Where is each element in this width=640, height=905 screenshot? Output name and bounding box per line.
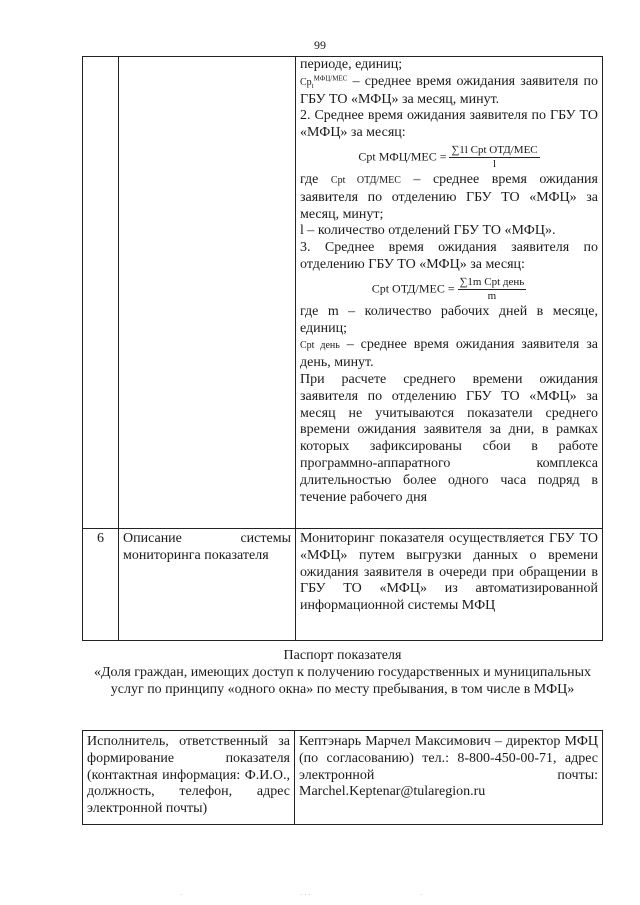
executor-table [82,730,603,825]
cell-formula-description [296,57,603,529]
cell-row-value: Мониторинг показателя осуществляется ГБУ ТО «МФЦ» путем выгрузки данных о времени ожидания заявителя в очереди при обращении в ГБУ ТО «МФЦ» из автоматизированной информационной системы МФЦ [296,529,603,641]
table-row [83,731,603,825]
formula-avg-mfc [300,144,598,171]
table-row [83,57,603,529]
passport-title-block [82,647,603,698]
formula1-lhs: Cpt МФЦ/МЕС = [358,149,447,164]
cell-label-empty [119,57,296,529]
passport-heading: Паспорт показателя [283,648,402,663]
formula1-denominator: l [493,157,497,170]
table-row [83,529,603,641]
indicator-table [82,56,603,641]
page-number: 99 [314,38,326,52]
cell-row-number: 6 [83,529,119,641]
cell-row-label: Описание системы мониторинга показателя [119,529,296,641]
text-heading-avg-otd: 3. Среднее время ожидания заявителя по отделению ГБУ ТО «МФЦ» за месяц: [300,240,598,272]
text-period-units: периоде, единиц; [300,57,403,72]
text-cp-otd-definition: где Cpt ОТД/МЕС – среднее время ожидания заявителя по отделению ГБУ ТО «МФЦ» за месяц, минут; [300,171,598,222]
symbol-cp: $Cp_t^{МФЦ/МЕС}$ [300,74,348,90]
text-cp-day-definition: Cpt день – среднее время ожидания заявителя за день, минут. [300,337,598,371]
formula2-lhs: Cpt ОТД/МЕС = [371,281,455,296]
text-heading-avg-mfc: 2. Среднее время ожидания заявителя по ГБУ ТО «МФЦ» за месяц: [300,108,598,141]
text-cp-mfc-definition: $Cp_t^{МФЦ/МЕС}$ – среднее время ожидания заявителя по ГБУ ТО «МФЦ» за месяц, минут. [300,73,598,107]
text-l-definition: l – количество отделений ГБУ ТО «МФЦ». [300,223,556,239]
passport-subtitle: «Доля граждан, имеющих доступ к получению государственных и муниципальных услуг по принципу «одного окна» по месту пребывания, в том числе в МФЦ» [93,665,592,697]
cell-number-empty [83,57,119,529]
text-m-definition: где m – количество рабочих дней в месяце, единиц; [300,303,598,336]
formula2-numerator: ∑1m Cpt день [459,275,525,288]
formula1-numerator: ∑1l Cpt ОТД/МЕС [451,143,538,156]
formula2-denominator: m [487,289,497,302]
text-calculation-note: При расчете среднего времени ожидания заявителя по отделению ГБУ ТО «МФЦ» за месяц не учитываются показатели среднего времени ожидания заявителя за дни, в рамках которых зафиксированы сбои в работе программно-аппаратного комплекса длительностью более одного часа подряд в течение рабочего дня [300,371,598,505]
executor-value: Кептэнарь Марчел Максимович – директор МФЦ (по согласованию) тел.: 8-800-450-00-71, адрес электронной почты: Marchel.Keptenar@tularegion.ru [295,731,603,825]
executor-label: Исполнитель, ответственный за формирование показателя (контактная информация: Ф.И.О., должность, телефон, адрес электронной почты) [83,731,295,825]
formula-avg-otd [300,276,598,303]
